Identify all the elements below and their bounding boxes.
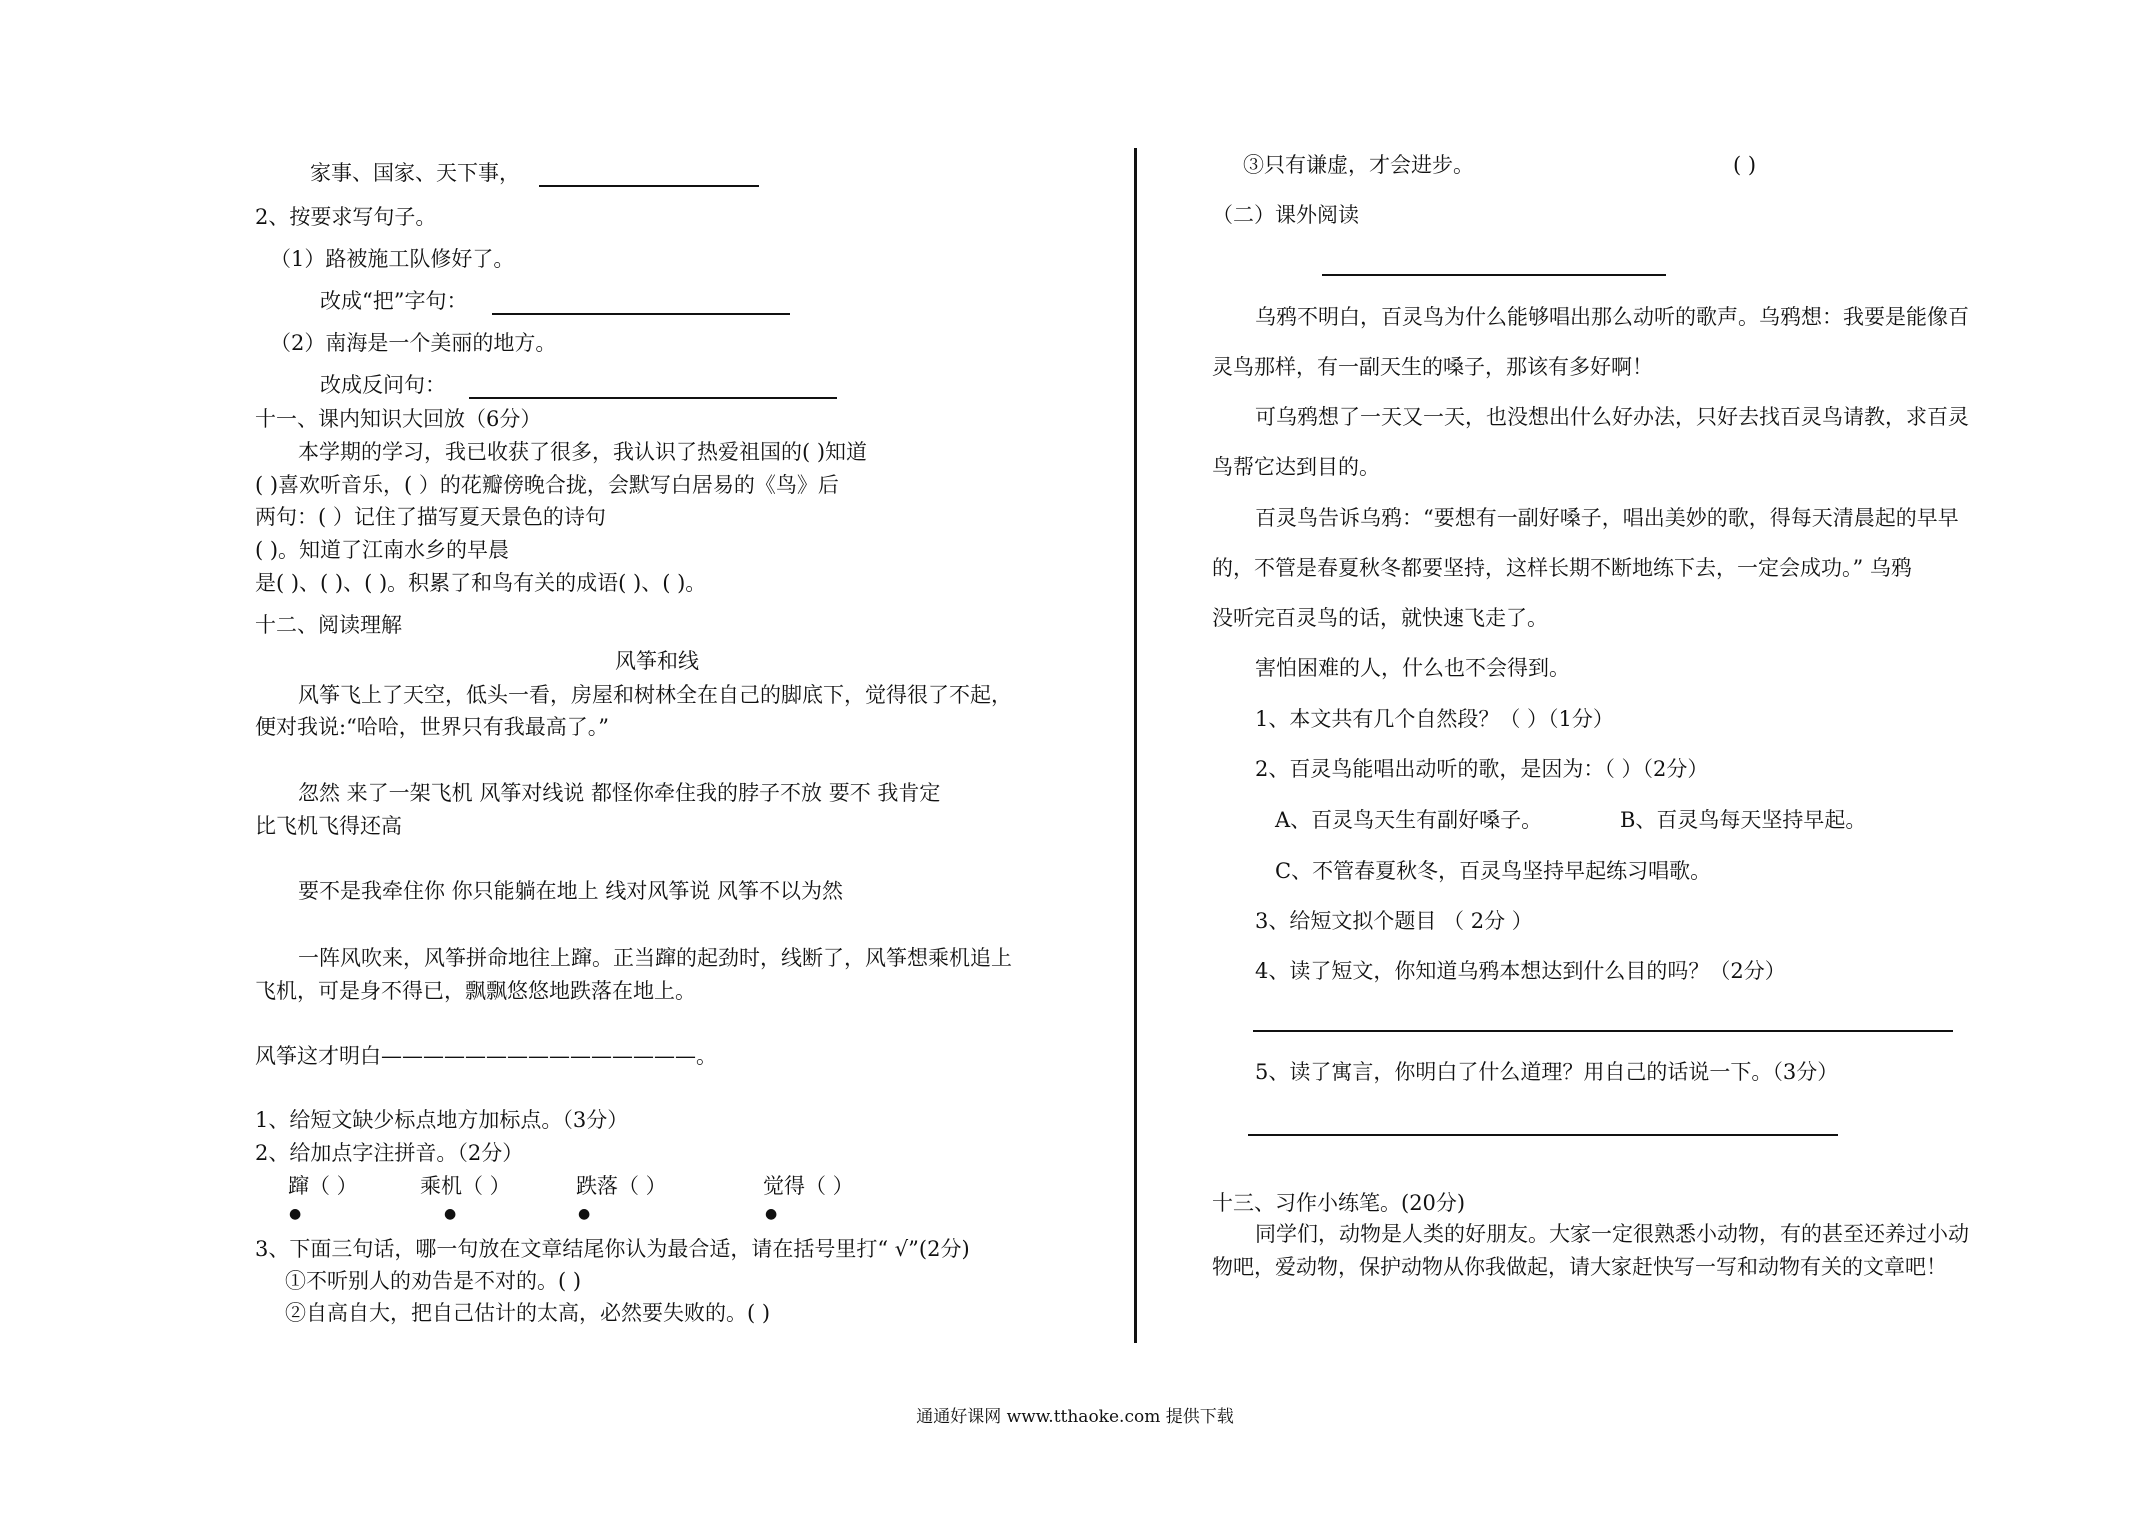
q2-2-prompt-line: 改成反问句： <box>320 370 837 400</box>
question-3-option-3-paren: ( ) <box>1733 153 1757 177</box>
reading-question-2-option-b: B、百灵鸟每天坚持早起。 <box>1620 808 1867 832</box>
reading-p3-line-2: 的，不管是春夏秋冬都要坚持，这样长期不断地练下去，一定会成功。” 乌鸦 <box>1212 556 1912 580</box>
reading-question-5: 5、读了寓言，你明白了什么道理？用自己的话说一下。（3分） <box>1255 1060 1839 1084</box>
reading-p2-line-2: 鸟帮它达到目的。 <box>1212 455 1380 479</box>
reading-question-3: 3、给短文拟个题目 （ 2分 ） <box>1255 909 1533 933</box>
question-3-option-3: ③只有谦虚，才会进步。 <box>1243 153 1474 177</box>
pinyin-item-1: 蹿（ ） <box>288 1174 358 1198</box>
section-11-line-5: 是( )、( )、( )。积累了和鸟有关的成语( )、( )。 <box>255 571 707 595</box>
column-divider <box>1134 148 1137 1343</box>
section-13-line-1: 同学们，动物是人类的好朋友。大家一定很熟悉小动物，有的甚至还养过小动 <box>1255 1222 1969 1246</box>
q2-2-sentence: （2）南海是一个美丽的地方。 <box>270 331 557 355</box>
emphasis-dot: ● <box>444 1206 457 1222</box>
reading-title-blank[interactable] <box>1322 274 1666 276</box>
story-p1-line-2: 便对我说:“哈哈，世界只有我最高了。” <box>255 715 610 739</box>
reading-question-4-answer-line[interactable] <box>1253 1030 1953 1032</box>
reading-p3-line-1: 百灵鸟告诉乌鸦：“要想有一副好嗓子，唱出美妙的歌，得每天清晨起的早早 <box>1255 506 1959 530</box>
line-family-affairs: 家事、国家、天下事， <box>310 158 759 188</box>
reading-question-4: 4、读了短文，你知道乌鸦本想达到什么目的吗？（2分） <box>1255 959 1786 983</box>
story-p2-line-1: 忽然 来了一架飞机 风筝对线说 都怪你牵住我的脖子不放 要不 我肯定 <box>298 781 941 805</box>
story-conclusion-line: 风筝这才明白———————————————。 <box>255 1044 717 1068</box>
reading-p1-line-1: 乌鸦不明白，百灵鸟为什么能够唱出那么动听的歌声。乌鸦想：我要是能像百 <box>1255 305 1969 329</box>
pinyin-item-3: 跌落（ ） <box>576 1174 667 1198</box>
section-12-title: 十二、阅读理解 <box>255 613 402 637</box>
reading-question-2: 2、百灵鸟能唱出动听的歌，是因为：（ ）（2分） <box>1255 757 1709 781</box>
reading-p4-line-1: 害怕困难的人，什么也不会得到。 <box>1255 656 1570 680</box>
question-2: 2、给加点字注拼音。（2分） <box>255 1141 524 1165</box>
extracurricular-reading-title: （二）课外阅读 <box>1212 203 1359 227</box>
section-11-line-2: ( )喜欢听音乐，( ）的花瓣傍晚合拢，会默写白居易的《鸟》后 <box>255 473 839 497</box>
story-p4-line-2: 飞机，可是身不得已，飘飘悠悠地跌落在地上。 <box>255 979 696 1003</box>
reading-question-1: 1、本文共有几个自然段？（ ）（1分） <box>1255 707 1614 731</box>
pinyin-item-2: 乘机（ ） <box>420 1174 511 1198</box>
reading-p3-line-3: 没听完百灵鸟的话，就快速飞走了。 <box>1212 606 1548 630</box>
pinyin-item-4: 觉得（ ） <box>763 1174 854 1198</box>
question-3: 3、下面三句话，哪一句放在文章结尾你认为最合适，请在括号里打“ √”(2分) <box>255 1237 970 1261</box>
section-11-line-1: 本学期的学习，我已收获了很多，我认识了热爱祖国的( )知道 <box>298 440 868 464</box>
story-p4-line-1: 一阵风吹来，风筝拼命地往上蹿。正当蹿的起劲时，线断了，风筝想乘机追上 <box>298 946 1012 970</box>
section-11-line-4: ( )。知道了江南水乡的早晨 <box>255 538 510 562</box>
story-title: 风筝和线 <box>615 649 699 673</box>
reading-p2-line-1: 可乌鸦想了一天又一天，也没想出什么好办法，只好去找百灵鸟请教，求百灵 <box>1255 405 1969 429</box>
emphasis-dot: ● <box>578 1206 591 1222</box>
question-3-option-1: ①不听别人的劝告是不对的。( ) <box>285 1269 582 1293</box>
reading-question-5-answer-line[interactable] <box>1248 1134 1838 1136</box>
story-p2-line-2: 比飞机飞得还高 <box>255 814 402 838</box>
section-11-title: 十一、课内知识大回放（6分） <box>255 407 542 431</box>
q2-title: 2、按要求写句子。 <box>255 205 437 229</box>
story-p3-line-1: 要不是我牵住你 你只能躺在地上 线对风筝说 风筝不以为然 <box>298 879 844 903</box>
reading-p1-line-2: 灵鸟那样，有一副天生的嗓子，那该有多好啊！ <box>1212 355 1653 379</box>
q2-1-prompt-line: 改成“把”字句： <box>320 286 790 316</box>
emphasis-dot: ● <box>765 1206 778 1222</box>
answer-blank[interactable] <box>492 291 790 315</box>
q2-1-sentence: （1）路被施工队修好了。 <box>270 247 515 271</box>
question-1: 1、给短文缺少标点地方加标点。（3分） <box>255 1108 629 1132</box>
reading-question-2-option-c: C、不管春夏秋冬，百灵鸟坚持早起练习唱歌。 <box>1275 859 1712 883</box>
story-p1-line-1: 风筝飞上了天空，低头一看，房屋和树林全在自己的脚底下，觉得很了不起， <box>298 683 1012 707</box>
answer-blank[interactable] <box>539 163 759 187</box>
answer-blank[interactable] <box>469 375 837 399</box>
question-3-option-2: ②自高自大，把自己估计的太高，必然要失败的。( ) <box>285 1301 771 1325</box>
emphasis-dot: ● <box>289 1206 302 1222</box>
section-11-line-3: 两句：( ）记住了描写夏天景色的诗句 <box>255 505 606 529</box>
reading-question-2-option-a: A、百灵鸟天生有副好嗓子。 <box>1275 808 1543 832</box>
section-13-title: 十三、习作小练笔。(20分) <box>1212 1191 1466 1215</box>
section-13-line-2: 物吧，爱动物，保护动物从你我做起，请大家赶快写一写和动物有关的文章吧！ <box>1212 1255 1947 1279</box>
footer-credit: 通通好课网 www.tthaoke.com 提供下载 <box>916 1407 1234 1427</box>
